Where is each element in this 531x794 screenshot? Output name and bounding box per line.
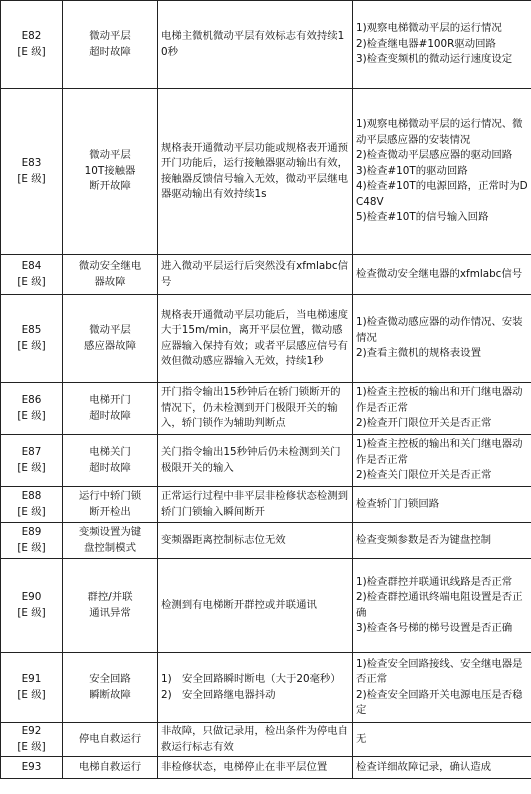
- action-line: 检查变频参数是否为键盘控制: [356, 533, 492, 546]
- fault-code-line: E83: [21, 157, 42, 169]
- fault-code-cell: [1, 723, 63, 757]
- fault-name-line: 电梯自救运行: [78, 760, 142, 773]
- fault-name-line: 超时故障: [89, 45, 131, 58]
- action-line: 1)检查微动感应器的动作情况、安装情况: [356, 316, 523, 344]
- action-line: 2)检查开门限位开关是否正常: [356, 417, 492, 430]
- table-row: [1, 757, 531, 779]
- detect-condition-cell: [158, 559, 353, 653]
- fault-code-cell: [1, 89, 63, 255]
- fault-name-line: 运行中轿门锁: [78, 490, 142, 502]
- fault-name-line: 超时故障: [89, 409, 131, 422]
- detect-condition-cell: [158, 383, 353, 435]
- fault-code-line: [E 级]: [17, 606, 46, 619]
- detect-condition-cell: [158, 653, 353, 723]
- action-line: 3)检查#10T的驱动回路: [356, 164, 468, 177]
- fault-code-cell: [1, 295, 63, 383]
- action-line: 1)检查安全回路接线、安全继电器是否正常: [356, 657, 523, 685]
- detect-condition-line: 进入微动平层运行后突然没有xfmlabc信号: [161, 260, 348, 288]
- fault-name-cell: [63, 487, 158, 523]
- table-row: [1, 487, 531, 523]
- fault-name-line: 安全回路: [89, 673, 131, 685]
- detect-condition-cell: [158, 255, 353, 295]
- table-row: [1, 435, 531, 487]
- action-line: 3)检查各号梯的梯号设置是否正确: [356, 622, 513, 634]
- detect-condition-cell: [158, 487, 353, 523]
- detect-condition-cell: [158, 723, 353, 757]
- table-row: [1, 653, 531, 723]
- action-line: 检查微动安全继电器的xfmlabc信号: [356, 267, 523, 280]
- action-line: 2)检查安全回路开关电源电压是否稳定: [356, 688, 523, 716]
- fault-code-line: [E 级]: [17, 339, 46, 352]
- fault-code-line: E82: [21, 30, 42, 42]
- fault-code-line: E86: [21, 394, 42, 406]
- detect-condition-line: 规格表开通微动平层功能后，当电梯速度大于15m/min，离开平层位置，微动感应器输入保持有效；或者平层感应信号有效但微动感应器输入无效，持续1秒: [161, 308, 349, 367]
- detect-condition-cell: [158, 435, 353, 487]
- detect-condition-cell: [158, 89, 353, 255]
- detect-condition-line: 非检修状态，电梯停止在非平层位置: [161, 760, 328, 773]
- fault-table-body: [1, 1, 531, 779]
- fault-name-line: 微动平层: [89, 324, 131, 336]
- fault-code-cell: [1, 653, 63, 723]
- fault-code-line: [E 级]: [17, 740, 46, 753]
- action-line: 2)查看主微机的规格表设置: [356, 347, 481, 360]
- table-row: [1, 295, 531, 383]
- fault-name-cell: [63, 653, 158, 723]
- action-cell: [353, 435, 531, 487]
- fault-code-line: E87: [21, 446, 42, 458]
- fault-name-line: 微动平层: [89, 149, 131, 162]
- table-row: [1, 723, 531, 757]
- fault-name-cell: [63, 1, 158, 89]
- detect-condition-line: 非故障，只做记录用，检出条件为停电自救运行标志有效: [161, 725, 349, 753]
- fault-name-cell: [63, 723, 158, 757]
- fault-code-cell: [1, 1, 63, 89]
- detect-condition-line: 规格表开通微动平层功能或规格表开通预开门功能后，运行接触器驱动输出有效，接触器反馈信号输入无效，微动平层继电器驱动输出有效持续1s: [161, 141, 349, 200]
- action-line: 检查详细故障记录，确认造成: [356, 760, 492, 773]
- action-line: 1)观察电梯微动平层的运行情况、微动平层感应器的安装情况: [356, 118, 523, 146]
- action-cell: [353, 255, 531, 295]
- action-line: 1)检查主控板的输出和关门继电器动作是否正常: [356, 438, 523, 466]
- fault-name-cell: [63, 255, 158, 295]
- fault-code-line: E90: [21, 591, 42, 603]
- action-cell: [353, 1, 531, 89]
- action-cell: [353, 653, 531, 723]
- detect-condition-cell: [158, 1, 353, 89]
- action-line: 1)检查群控并联通讯线路是否正常: [356, 575, 513, 588]
- action-line: 2)检查关门限位开关是否正常: [356, 469, 492, 482]
- action-line: 4)检查#10T的电源回路，正常时为DC48V: [356, 180, 528, 208]
- table-row: [1, 523, 531, 559]
- action-line: 1)观察电梯微动平层的运行情况: [356, 22, 502, 35]
- detect-condition-cell: [158, 523, 353, 559]
- fault-name-line: 停电自救运行: [78, 732, 142, 745]
- action-line: 1)检查主控板的输出和开门继电器动作是否正常: [356, 386, 523, 414]
- fault-name-line: 10T接触器: [84, 164, 136, 177]
- fault-code-line: E88: [21, 490, 42, 502]
- detect-condition-line: 电梯主微机微动平层有效标志有效持续10秒: [161, 30, 345, 58]
- fault-name-line: 微动安全继电: [78, 260, 142, 272]
- fault-code-line: [E 级]: [17, 409, 46, 422]
- table-row: [1, 559, 531, 653]
- fault-code-line: [E 级]: [17, 541, 46, 554]
- fault-name-cell: [63, 523, 158, 559]
- action-cell: [353, 757, 531, 779]
- detect-condition-line: 变频器距离控制标志位无效: [161, 533, 286, 546]
- fault-code-line: [E 级]: [17, 688, 46, 701]
- action-line: 2)检查微动平层感应器的驱动回路: [356, 149, 513, 162]
- fault-name-line: 感应器故障: [84, 339, 136, 352]
- detect-condition-line: 关门指令输出15秒钟后仍未检测到关门极限开关的输入: [161, 446, 341, 474]
- fault-code-cell: [1, 523, 63, 559]
- action-line: 2)检查继电器#100R驱动回路: [356, 37, 496, 50]
- action-line: 无: [356, 732, 367, 745]
- detect-condition-line: 开门指令输出15秒钟后在轿门锁断开的情况下，仍未检测到开门极限开关的输入，轿门锁作为辅助判断点: [161, 386, 341, 430]
- fault-code-cell: [1, 435, 63, 487]
- fault-code-cell: [1, 255, 63, 295]
- fault-name-cell: [63, 89, 158, 255]
- detect-condition-line: 2) 安全回路继电器抖动: [161, 688, 276, 701]
- detect-condition-cell: [158, 295, 353, 383]
- detect-condition-cell: [158, 757, 353, 779]
- action-cell: [353, 523, 531, 559]
- fault-code-cell: [1, 559, 63, 653]
- action-line: 5)检查#10T的信号输入回路: [356, 211, 489, 224]
- fault-name-cell: [63, 757, 158, 779]
- action-line: 3)检查变频机的微动运行速度设定: [356, 53, 513, 66]
- detect-condition-line: 正常运行过程中非平层非检修状态检测到轿门门锁输入瞬间断开: [161, 490, 349, 518]
- action-cell: [353, 295, 531, 383]
- fault-name-line: 变频设置为键: [78, 526, 142, 538]
- fault-name-line: 电梯开门: [89, 394, 131, 406]
- fault-code-line: E91: [21, 673, 42, 685]
- fault-name-line: 群控/并联: [87, 591, 133, 603]
- fault-code-line: [E 级]: [17, 275, 46, 288]
- fault-name-line: 器故障: [94, 275, 126, 288]
- table-row: [1, 89, 531, 255]
- detect-condition-line: 检测到有电梯断开群控或并联通讯: [161, 598, 317, 611]
- fault-name-line: 通讯异常: [89, 606, 131, 619]
- table-row: [1, 255, 531, 295]
- fault-name-line: 断开检出: [89, 505, 131, 518]
- fault-name-line: 电梯关门: [89, 446, 131, 458]
- fault-name-line: 微动平层: [89, 30, 131, 42]
- fault-code-cell: [1, 383, 63, 435]
- fault-name-line: 超时故障: [89, 461, 131, 474]
- fault-code-line: [E 级]: [17, 461, 46, 474]
- fault-name-line: 断开故障: [89, 180, 131, 193]
- fault-code-line: E92: [21, 725, 42, 737]
- table-row: [1, 383, 531, 435]
- fault-name-line: 瞬断故障: [89, 688, 131, 701]
- action-cell: [353, 89, 531, 255]
- fault-code-line: [E 级]: [17, 505, 46, 518]
- fault-code-cell: [1, 757, 63, 779]
- fault-code-line: E93: [21, 760, 42, 773]
- fault-name-cell: [63, 435, 158, 487]
- fault-code-line: E85: [21, 324, 42, 336]
- action-cell: [353, 723, 531, 757]
- table-row: [1, 1, 531, 89]
- action-line: 检查轿门门锁回路: [356, 497, 440, 510]
- detect-condition-line: 1) 安全回路瞬时断电（大于20毫秒）: [161, 673, 341, 685]
- fault-name-cell: [63, 383, 158, 435]
- fault-code-line: [E 级]: [17, 45, 46, 58]
- action-line: 2)检查群控通讯终端电阻设置是否正确: [356, 591, 523, 619]
- fault-name-line: 盘控制模式: [84, 541, 136, 554]
- fault-code-cell: [1, 487, 63, 523]
- action-cell: [353, 383, 531, 435]
- action-cell: [353, 487, 531, 523]
- fault-name-cell: [63, 295, 158, 383]
- fault-code-line: [E 级]: [17, 172, 46, 185]
- fault-name-cell: [63, 559, 158, 653]
- fault-code-line: E89: [21, 526, 42, 538]
- fault-code-line: E84: [21, 260, 42, 272]
- action-cell: [353, 559, 531, 653]
